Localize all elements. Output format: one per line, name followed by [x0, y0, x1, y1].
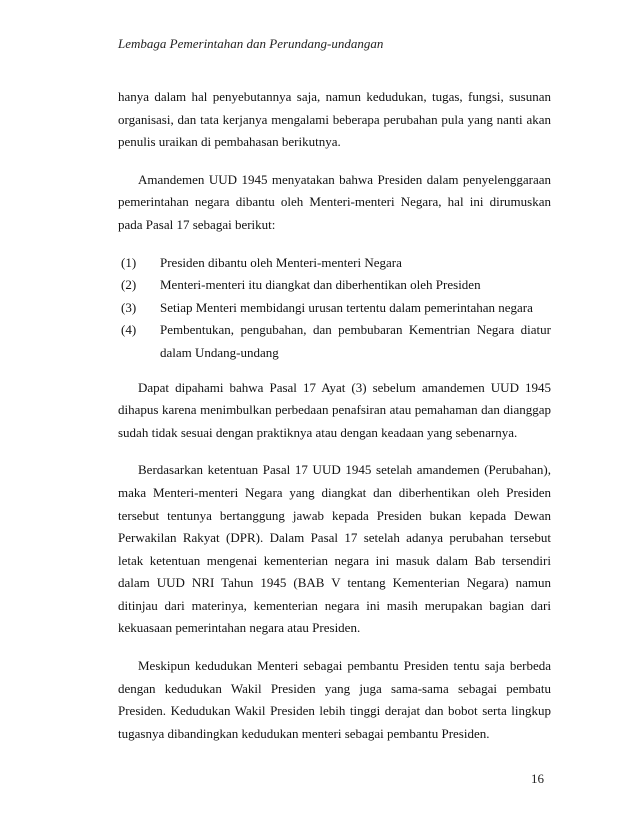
list-item-text: Menteri-menteri itu diangkat dan diberhentikan oleh Presiden [160, 277, 481, 293]
paragraph-ketentuan: Berdasarkan ketentuan Pasal 17 UUD 1945 setelah amandemen (Perubahan), maka Menteri-menteri Negara yang diangkat dan diberhentikan oleh Presiden tersebut tentunya bertanggung jawab kepada Presiden bukan kepada Dewan Perwakilan Rakyat (DPR). Dalam Pasal 17 setelah adanya perubahan tersebut letak ketentuan mengenai kementerian negara ini masuk dalam Bab tersendiri dalam UUD NRI Tahun 1945 (BAB V tentang Kementerian Negara) namun ditinjau dari materinya, kementerian negara ini masih merupakan bagian dari kekuasaan pemerintahan negara atau Presiden. [118, 462, 551, 636]
paragraph-pasal17-ayat3: Dapat dipahami bahwa Pasal 17 Ayat (3) sebelum amandemen UUD 1945 dihapus karena menimbulkan perbedaan penafsiran atau pemahaman dan dianggap sudah tidak sesuai dengan praktiknya atau dengan keadaan yang sebenarnya. [118, 379, 551, 440]
list-item-text: Presiden dibantu oleh Menteri-menteri Negara [160, 254, 402, 270]
list-item-number: (4) [121, 322, 137, 338]
list-item [121, 297, 551, 320]
paragraph-continuation: hanya dalam hal penyebutannya saja, namun kedudukan, tugas, fungsi, susunan organisasi, dan tata kerjanya mengalami beberapa perubahan pula yang nanti akan penulis uraikan di pembahasan berikutnya. [118, 89, 551, 150]
list-item-number: (1) [121, 254, 137, 270]
paragraph-amandemen: Amandemen UUD 1945 menyatakan bahwa Presiden dalam penyelenggaraan pemerintahan negara dibantu oleh Menteri-menteri Negara, hal ini dirumuskan pada Pasal 17 sebagai berikut: [118, 171, 551, 232]
list-item-number: (3) [121, 299, 137, 315]
body-text [118, 86, 551, 760]
list-item [121, 274, 551, 297]
paragraph-kedudukan: Meskipun kedudukan Menteri sebagai pembantu Presiden tentu saja berbeda dengan kedudukan Wakil Presiden yang juga sama-sama sebagai pembatu Presiden. Kedudukan Wakil Presiden lebih tinggi derajat dan bobot serta lingkup tugasnya dibandingkan kedudukan menteri sebagai pembantu Presiden. [118, 658, 551, 741]
list-item-text: Setiap Menteri membidangi urusan tertentu dalam pemerintahan negara [160, 299, 533, 315]
list-item [121, 319, 551, 364]
running-header: Lembaga Pemerintahan dan Perundang-undangan [118, 36, 384, 51]
list-item-text: Pembentukan, pengubahan, dan pembubaran Kementrian Negara diatur dalam Undang-undang [160, 322, 551, 360]
list-item-number: (2) [121, 277, 137, 293]
page-number: 16 [531, 771, 544, 786]
list-item [121, 252, 551, 275]
article-17-list [118, 252, 551, 365]
